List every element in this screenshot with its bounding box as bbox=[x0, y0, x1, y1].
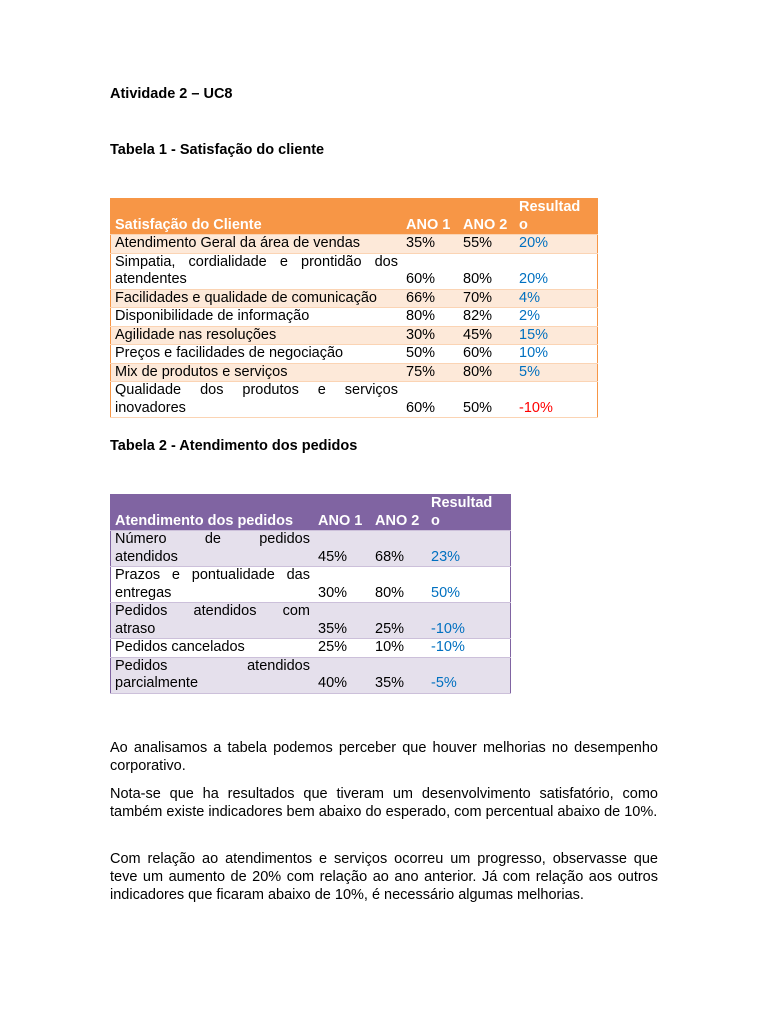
customer-satisfaction-table bbox=[110, 198, 598, 418]
analysis-paragraph-3: Com relação ao atendimentos e serviços ocorreu um progresso, observasse que teve um aumento de 20% com relação ao ano anterior. Já com relação aos outros indicadores que ficaram abaixo de 10%, é necessário algumas melhorias. bbox=[110, 851, 658, 903]
row-ano1: 35% bbox=[314, 603, 371, 639]
row-resultado: 15% bbox=[515, 326, 598, 345]
row-ano2: 82% bbox=[459, 308, 515, 327]
row-label: Pedidos atendidos parcialmente bbox=[111, 657, 315, 693]
row-label: Qualidade dos produtos e serviços inovadores bbox=[111, 382, 403, 418]
document-title: Atividade 2 – UC8 bbox=[110, 86, 233, 102]
row-label: Pedidos atendidos com atraso bbox=[111, 603, 315, 639]
table-row bbox=[111, 289, 598, 308]
row-resultado: 50% bbox=[427, 567, 511, 603]
row-ano1: 30% bbox=[402, 326, 459, 345]
row-resultado: -10% bbox=[427, 639, 511, 658]
row-label: Atendimento Geral da área de vendas bbox=[111, 235, 403, 254]
row-ano2: 60% bbox=[459, 345, 515, 364]
row-ano1: 60% bbox=[402, 382, 459, 418]
table-row bbox=[111, 235, 598, 254]
header-ano1: ANO 1 bbox=[402, 199, 459, 235]
row-ano2: 70% bbox=[459, 289, 515, 308]
table-row bbox=[111, 531, 511, 567]
row-ano1: 66% bbox=[402, 289, 459, 308]
row-resultado: -10% bbox=[515, 382, 598, 418]
row-label: Mix de produtos e serviços bbox=[111, 363, 403, 382]
row-resultado: 20% bbox=[515, 235, 598, 254]
header-ano2: ANO 2 bbox=[371, 495, 427, 531]
header-atendimento: Atendimento dos pedidos bbox=[111, 495, 315, 531]
header-ano2: ANO 2 bbox=[459, 199, 515, 235]
row-resultado: 5% bbox=[515, 363, 598, 382]
row-resultado: 23% bbox=[427, 531, 511, 567]
analysis-paragraph-1: Ao analisamos a tabela podemos perceber que houver melhorias no desempenho corporativo. bbox=[110, 740, 658, 774]
row-label: Facilidades e qualidade de comunicação bbox=[111, 289, 403, 308]
table1-caption: Tabela 1 - Satisfação do cliente bbox=[110, 142, 325, 158]
row-ano1: 45% bbox=[314, 531, 371, 567]
row-ano2: 55% bbox=[459, 235, 515, 254]
row-ano1: 25% bbox=[314, 639, 371, 658]
header-resultado: Resultad o bbox=[427, 495, 511, 531]
row-ano2: 45% bbox=[459, 326, 515, 345]
row-ano2: 50% bbox=[459, 382, 515, 418]
table-row bbox=[111, 382, 598, 418]
row-ano2: 80% bbox=[371, 567, 427, 603]
header-resultado: Resultad o bbox=[515, 199, 598, 235]
row-label: Agilidade nas resoluções bbox=[111, 326, 403, 345]
row-ano1: 75% bbox=[402, 363, 459, 382]
row-resultado: 10% bbox=[515, 345, 598, 364]
table-row bbox=[111, 657, 511, 693]
row-ano2: 35% bbox=[371, 657, 427, 693]
row-label: Preços e facilidades de negociação bbox=[111, 345, 403, 364]
row-ano2: 10% bbox=[371, 639, 427, 658]
table2-caption: Tabela 2 - Atendimento dos pedidos bbox=[110, 438, 358, 454]
row-ano1: 50% bbox=[402, 345, 459, 364]
header-satisfacao: Satisfação do Cliente bbox=[111, 199, 403, 235]
row-ano1: 30% bbox=[314, 567, 371, 603]
table-row bbox=[111, 308, 598, 327]
row-ano2: 80% bbox=[459, 363, 515, 382]
row-ano1: 60% bbox=[402, 253, 459, 289]
table-row bbox=[111, 363, 598, 382]
header-ano1: ANO 1 bbox=[314, 495, 371, 531]
row-resultado: 2% bbox=[515, 308, 598, 327]
row-resultado: -5% bbox=[427, 657, 511, 693]
row-label: Número de pedidos atendidos bbox=[111, 531, 315, 567]
table-row bbox=[111, 567, 511, 603]
row-ano2: 80% bbox=[459, 253, 515, 289]
row-resultado: 4% bbox=[515, 289, 598, 308]
table-row bbox=[111, 253, 598, 289]
row-resultado: -10% bbox=[427, 603, 511, 639]
table-header-row bbox=[111, 199, 598, 235]
row-ano2: 68% bbox=[371, 531, 427, 567]
table-row bbox=[111, 326, 598, 345]
table-row bbox=[111, 603, 511, 639]
row-label: Simpatia, cordialidade e prontidão dos atendentes bbox=[111, 253, 403, 289]
table-row bbox=[111, 639, 511, 658]
row-ano2: 25% bbox=[371, 603, 427, 639]
row-label: Disponibilidade de informação bbox=[111, 308, 403, 327]
table-row bbox=[111, 345, 598, 364]
order-fulfillment-table bbox=[110, 494, 511, 694]
row-ano1: 40% bbox=[314, 657, 371, 693]
row-resultado: 20% bbox=[515, 253, 598, 289]
row-ano1: 35% bbox=[402, 235, 459, 254]
row-label: Prazos e pontualidade das entregas bbox=[111, 567, 315, 603]
analysis-paragraph-2: Nota-se que ha resultados que tiveram um desenvolvimento satisfatório, como também existe indicadores bem abaixo do esperado, com percentual abaixo de 10%. bbox=[110, 786, 658, 820]
table-header-row bbox=[111, 495, 511, 531]
row-label: Pedidos cancelados bbox=[111, 639, 315, 658]
row-ano1: 80% bbox=[402, 308, 459, 327]
